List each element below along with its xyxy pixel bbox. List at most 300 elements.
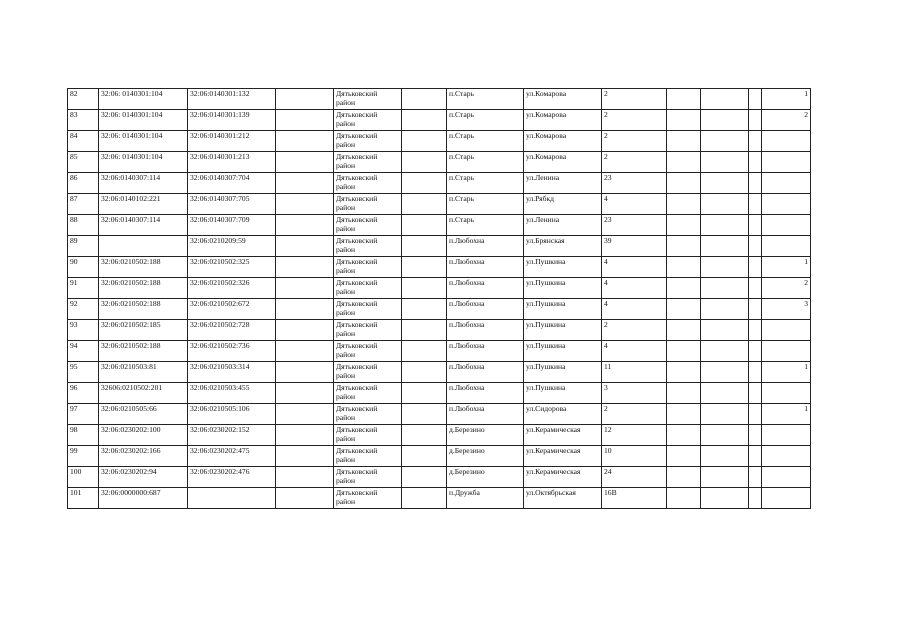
cell-c8: 3 [602, 383, 667, 404]
cell-c8: 12 [602, 425, 667, 446]
cell-c1: 32:06:0140307:114 [99, 215, 188, 236]
cell-district [334, 257, 402, 278]
cell-c5 [402, 152, 447, 173]
cell-c3 [276, 89, 334, 110]
cell-no: 85 [68, 152, 99, 173]
district-line-1: Дятьковский [336, 299, 378, 308]
cell-c3 [276, 467, 334, 488]
cell-c5 [402, 299, 447, 320]
cell-c3 [276, 362, 334, 383]
district-line-2: район [336, 266, 356, 275]
cell-c6: п.Любохна [447, 341, 524, 362]
cell-no: 92 [68, 299, 99, 320]
cell-c3 [276, 299, 334, 320]
district-line-2: район [336, 245, 356, 254]
cell-no: 90 [68, 257, 99, 278]
cell-c10 [701, 89, 749, 110]
district-line-2: район [336, 140, 356, 149]
district-line-2: район [336, 119, 356, 128]
cell-c2: 32:06:0210502:326 [188, 278, 276, 299]
cell-no: 84 [68, 131, 99, 152]
cell-c2: 32:06:0140301:213 [188, 152, 276, 173]
district-line-2: район [336, 224, 356, 233]
cell-c9 [667, 89, 701, 110]
registry-table [67, 88, 811, 509]
cell-c1: 32:06:0000000:687 [99, 488, 188, 509]
cell-c6: д.Березино [447, 467, 524, 488]
cell-c6: п.Любохна [447, 404, 524, 425]
cell-no: 87 [68, 194, 99, 215]
cell-c11 [749, 173, 762, 194]
cell-c7: ул.Керамическая [524, 425, 602, 446]
cell-c6: д.Березино [447, 425, 524, 446]
cell-c5 [402, 110, 447, 131]
cell-c7: ул.Комарова [524, 89, 602, 110]
cell-c5 [402, 383, 447, 404]
cell-c10 [701, 383, 749, 404]
cell-c5 [402, 131, 447, 152]
cell-c7: ул.Октябрьская [524, 488, 602, 509]
cell-c5 [402, 215, 447, 236]
cell-c8: 2 [602, 131, 667, 152]
cell-c7: ул.Рябкд [524, 194, 602, 215]
cell-c2: 32:06:0140307:704 [188, 173, 276, 194]
cell-c5 [402, 236, 447, 257]
cell-c2: 32:06:0210502:672 [188, 299, 276, 320]
cell-c3 [276, 215, 334, 236]
cell-c1: 32:06:0210502:188 [99, 299, 188, 320]
table-row [68, 425, 811, 446]
cell-c10 [701, 110, 749, 131]
cell-c11 [749, 341, 762, 362]
cell-c7: ул.Комарова [524, 131, 602, 152]
cell-c3 [276, 446, 334, 467]
cell-c10 [701, 215, 749, 236]
cell-c12 [762, 425, 811, 446]
table-row [68, 320, 811, 341]
table-row [68, 341, 811, 362]
cell-c8: 23 [602, 173, 667, 194]
cell-c8: 16В [602, 488, 667, 509]
cell-district [334, 362, 402, 383]
district-line-1: Дятьковский [336, 194, 378, 203]
cell-c2: 32:06:0210209:59 [188, 236, 276, 257]
cell-c3 [276, 320, 334, 341]
cell-c8: 11 [602, 362, 667, 383]
cell-c11 [749, 152, 762, 173]
cell-c9 [667, 194, 701, 215]
cell-district [334, 152, 402, 173]
cell-c10 [701, 446, 749, 467]
cell-no: 94 [68, 341, 99, 362]
cell-c6: п.Любохна [447, 362, 524, 383]
district-line-1: Дятьковский [336, 131, 378, 140]
cell-c10 [701, 152, 749, 173]
district-line-2: район [336, 287, 356, 296]
district-line-2: район [336, 98, 356, 107]
cell-c10 [701, 131, 749, 152]
cell-c11 [749, 362, 762, 383]
cell-c8: 4 [602, 194, 667, 215]
cell-c10 [701, 278, 749, 299]
cell-c12 [762, 215, 811, 236]
cell-c7: ул.Пушкина [524, 299, 602, 320]
cell-c12 [762, 131, 811, 152]
cell-c9 [667, 215, 701, 236]
cell-c9 [667, 404, 701, 425]
cell-c7: ул.Пушкина [524, 257, 602, 278]
district-line-2: район [336, 182, 356, 191]
cell-c2: 32:06:0140307:705 [188, 194, 276, 215]
district-line-1: Дятьковский [336, 320, 378, 329]
district-line-1: Дятьковский [336, 362, 378, 371]
cell-c6: п.Старь [447, 173, 524, 194]
cell-c7: ул.Пушкина [524, 362, 602, 383]
district-line-1: Дятьковский [336, 467, 378, 476]
cell-c10 [701, 194, 749, 215]
cell-c11 [749, 467, 762, 488]
cell-c3 [276, 110, 334, 131]
cell-c8: 24 [602, 467, 667, 488]
cell-c5 [402, 404, 447, 425]
cell-c3 [276, 131, 334, 152]
cell-c11 [749, 425, 762, 446]
cell-c2: 32:06:0210503:455 [188, 383, 276, 404]
cell-c6: п.Старь [447, 110, 524, 131]
district-line-2: район [336, 308, 356, 317]
district-line-1: Дятьковский [336, 383, 378, 392]
cell-c3 [276, 257, 334, 278]
table-row [68, 467, 811, 488]
table-row [68, 299, 811, 320]
cell-c6: п.Любохна [447, 278, 524, 299]
cell-c3 [276, 341, 334, 362]
cell-district [334, 215, 402, 236]
cell-c7: ул.Ленина [524, 173, 602, 194]
table-row [68, 278, 811, 299]
cell-c12 [762, 320, 811, 341]
cell-c11 [749, 131, 762, 152]
cell-c10 [701, 488, 749, 509]
cell-c10 [701, 425, 749, 446]
district-line-1: Дятьковский [336, 215, 378, 224]
cell-c12: 1 [762, 362, 811, 383]
cell-c3 [276, 236, 334, 257]
cell-c11 [749, 383, 762, 404]
cell-c9 [667, 446, 701, 467]
cell-c5 [402, 362, 447, 383]
cell-c7: ул.Брянская [524, 236, 602, 257]
table-row [68, 173, 811, 194]
cell-c8: 2 [602, 110, 667, 131]
cell-district [334, 299, 402, 320]
cell-c3 [276, 278, 334, 299]
table-row [68, 383, 811, 404]
cell-c11 [749, 278, 762, 299]
table-row [68, 488, 811, 509]
cell-c1: 32:06:0230202:94 [99, 467, 188, 488]
district-line-1: Дятьковский [336, 236, 378, 245]
table-row [68, 215, 811, 236]
cell-c12: 1 [762, 89, 811, 110]
cell-no: 93 [68, 320, 99, 341]
cell-c2: 32:06:0210502:736 [188, 341, 276, 362]
cell-c12 [762, 152, 811, 173]
cell-c8: 2 [602, 320, 667, 341]
district-line-1: Дятьковский [336, 446, 378, 455]
district-line-2: район [336, 455, 356, 464]
cell-no: 100 [68, 467, 99, 488]
cell-c1: 32:06: 0140301:104 [99, 131, 188, 152]
cell-c11 [749, 404, 762, 425]
cell-c12 [762, 194, 811, 215]
cell-c8: 4 [602, 278, 667, 299]
cell-c7: ул.Пушкина [524, 383, 602, 404]
cell-c7: ул.Керамическая [524, 446, 602, 467]
cell-c9 [667, 320, 701, 341]
cell-c9 [667, 173, 701, 194]
cell-district [334, 446, 402, 467]
cell-no: 99 [68, 446, 99, 467]
cell-c6: п.Любохна [447, 383, 524, 404]
cell-district [334, 173, 402, 194]
cell-c2: 32:06:0210503:314 [188, 362, 276, 383]
cell-c11 [749, 320, 762, 341]
table-row [68, 194, 811, 215]
district-line-2: район [336, 161, 356, 170]
cell-c1: 32:06:0140102:221 [99, 194, 188, 215]
cell-c10 [701, 341, 749, 362]
cell-no: 95 [68, 362, 99, 383]
cell-c5 [402, 257, 447, 278]
cell-c6: п.Старь [447, 152, 524, 173]
cell-c3 [276, 425, 334, 446]
cell-c8: 23 [602, 215, 667, 236]
district-line-1: Дятьковский [336, 257, 378, 266]
cell-c5 [402, 467, 447, 488]
cell-c11 [749, 446, 762, 467]
cell-c12 [762, 446, 811, 467]
district-line-2: район [336, 203, 356, 212]
cell-c7: ул.Сидорова [524, 404, 602, 425]
cell-c6: п.Старь [447, 215, 524, 236]
cell-c1: 32:06: 0140301:104 [99, 152, 188, 173]
cell-c1: 32:06: 0140301:104 [99, 110, 188, 131]
district-line-1: Дятьковский [336, 110, 378, 119]
cell-c8: 2 [602, 404, 667, 425]
cell-c10 [701, 362, 749, 383]
cell-no: 86 [68, 173, 99, 194]
cell-no: 97 [68, 404, 99, 425]
cell-c10 [701, 299, 749, 320]
cell-c7: ул.Керамическая [524, 467, 602, 488]
table-body [68, 89, 811, 509]
cell-district [334, 320, 402, 341]
table-row [68, 257, 811, 278]
cell-c2: 32:06:0230202:152 [188, 425, 276, 446]
cell-c1: 32:06:0210502:188 [99, 278, 188, 299]
cell-c12 [762, 341, 811, 362]
cell-c2 [188, 488, 276, 509]
cell-c1: 32:06:0210505:66 [99, 404, 188, 425]
cell-c8: 2 [602, 89, 667, 110]
cell-c9 [667, 383, 701, 404]
cell-c12: 3 [762, 299, 811, 320]
cell-c6: п.Любохна [447, 320, 524, 341]
cell-c1: 32:06:0230202:166 [99, 446, 188, 467]
cell-c1: 32:06:0210502:185 [99, 320, 188, 341]
table-row [68, 404, 811, 425]
cell-c8: 4 [602, 257, 667, 278]
cell-c2: 32:06:0140301:139 [188, 110, 276, 131]
cell-c11 [749, 257, 762, 278]
district-line-2: район [336, 434, 356, 443]
cell-c10 [701, 257, 749, 278]
cell-c9 [667, 257, 701, 278]
cell-district [334, 467, 402, 488]
cell-c1: 32:06:0210502:188 [99, 257, 188, 278]
cell-district [334, 488, 402, 509]
cell-c9 [667, 299, 701, 320]
cell-c1: 32606:0210502:201 [99, 383, 188, 404]
cell-c12: 2 [762, 278, 811, 299]
district-line-1: Дятьковский [336, 488, 378, 497]
table-row [68, 110, 811, 131]
cell-c10 [701, 236, 749, 257]
cell-c10 [701, 404, 749, 425]
cell-c10 [701, 320, 749, 341]
cell-c12 [762, 236, 811, 257]
cell-c11 [749, 215, 762, 236]
table-row [68, 362, 811, 383]
district-line-1: Дятьковский [336, 152, 378, 161]
cell-c8: 4 [602, 341, 667, 362]
cell-c3 [276, 488, 334, 509]
district-line-2: район [336, 371, 356, 380]
cell-c2: 32:06:0210505:106 [188, 404, 276, 425]
cell-district [334, 425, 402, 446]
cell-c1: 32:06:0140307:114 [99, 173, 188, 194]
cell-c2: 32:06:0230202:476 [188, 467, 276, 488]
cell-c2: 32:06:0210502:325 [188, 257, 276, 278]
cell-no: 91 [68, 278, 99, 299]
cell-c11 [749, 488, 762, 509]
cell-c9 [667, 152, 701, 173]
cell-c5 [402, 488, 447, 509]
cell-district [334, 236, 402, 257]
cell-no: 98 [68, 425, 99, 446]
cell-no: 88 [68, 215, 99, 236]
cell-c8: 2 [602, 152, 667, 173]
district-line-2: район [336, 476, 356, 485]
cell-district [334, 278, 402, 299]
cell-c12 [762, 383, 811, 404]
cell-c9 [667, 341, 701, 362]
cell-c7: ул.Пушкина [524, 320, 602, 341]
cell-c1 [99, 236, 188, 257]
district-line-2: район [336, 350, 356, 359]
cell-c6: п.Старь [447, 89, 524, 110]
cell-c12: 1 [762, 404, 811, 425]
cell-district [334, 404, 402, 425]
cell-c6: п.Любохна [447, 299, 524, 320]
cell-district [334, 383, 402, 404]
cell-no: 96 [68, 383, 99, 404]
cell-c6: п.Любохна [447, 236, 524, 257]
cell-c12 [762, 173, 811, 194]
cell-c11 [749, 236, 762, 257]
district-line-1: Дятьковский [336, 404, 378, 413]
district-line-1: Дятьковский [336, 278, 378, 287]
cell-c7: ул.Комарова [524, 110, 602, 131]
cell-district [334, 89, 402, 110]
cell-c2: 32:06:0210502:728 [188, 320, 276, 341]
cell-no: 83 [68, 110, 99, 131]
cell-c11 [749, 299, 762, 320]
cell-c3 [276, 152, 334, 173]
cell-c7: ул.Пушкина [524, 278, 602, 299]
cell-c11 [749, 110, 762, 131]
cell-c1: 32:06:0210502:188 [99, 341, 188, 362]
table-row [68, 89, 811, 110]
district-line-1: Дятьковский [336, 89, 378, 98]
cell-c2: 32:06:0140301:212 [188, 131, 276, 152]
table-row [68, 131, 811, 152]
cell-c2: 32:06:0140301:132 [188, 89, 276, 110]
cell-c8: 39 [602, 236, 667, 257]
table-row [68, 152, 811, 173]
cell-c5 [402, 173, 447, 194]
table-row [68, 446, 811, 467]
cell-c9 [667, 467, 701, 488]
cell-c5 [402, 425, 447, 446]
cell-c3 [276, 383, 334, 404]
cell-c9 [667, 110, 701, 131]
cell-no: 101 [68, 488, 99, 509]
district-line-1: Дятьковский [336, 173, 378, 182]
cell-c11 [749, 194, 762, 215]
cell-c5 [402, 194, 447, 215]
cell-c9 [667, 236, 701, 257]
cell-c9 [667, 362, 701, 383]
district-line-1: Дятьковский [336, 341, 378, 350]
cell-c8: 4 [602, 299, 667, 320]
cell-c1: 32:06:0210503:81 [99, 362, 188, 383]
cell-c5 [402, 278, 447, 299]
cell-c5 [402, 320, 447, 341]
cell-c12 [762, 488, 811, 509]
cell-c9 [667, 425, 701, 446]
cell-c6: д.Березино [447, 446, 524, 467]
cell-c7: ул.Комарова [524, 152, 602, 173]
cell-c3 [276, 173, 334, 194]
cell-c6: п.Старь [447, 194, 524, 215]
cell-c10 [701, 467, 749, 488]
cell-no: 89 [68, 236, 99, 257]
cell-district [334, 131, 402, 152]
cell-district [334, 341, 402, 362]
cell-c1: 32:06:0230202:100 [99, 425, 188, 446]
cell-no: 82 [68, 89, 99, 110]
cell-c6: п.Старь [447, 131, 524, 152]
district-line-2: район [336, 329, 356, 338]
cell-c12: 2 [762, 110, 811, 131]
cell-c2: 32:06:0140307:709 [188, 215, 276, 236]
cell-c5 [402, 446, 447, 467]
cell-c9 [667, 131, 701, 152]
cell-c8: 10 [602, 446, 667, 467]
cell-c1: 32:06: 0140301:104 [99, 89, 188, 110]
